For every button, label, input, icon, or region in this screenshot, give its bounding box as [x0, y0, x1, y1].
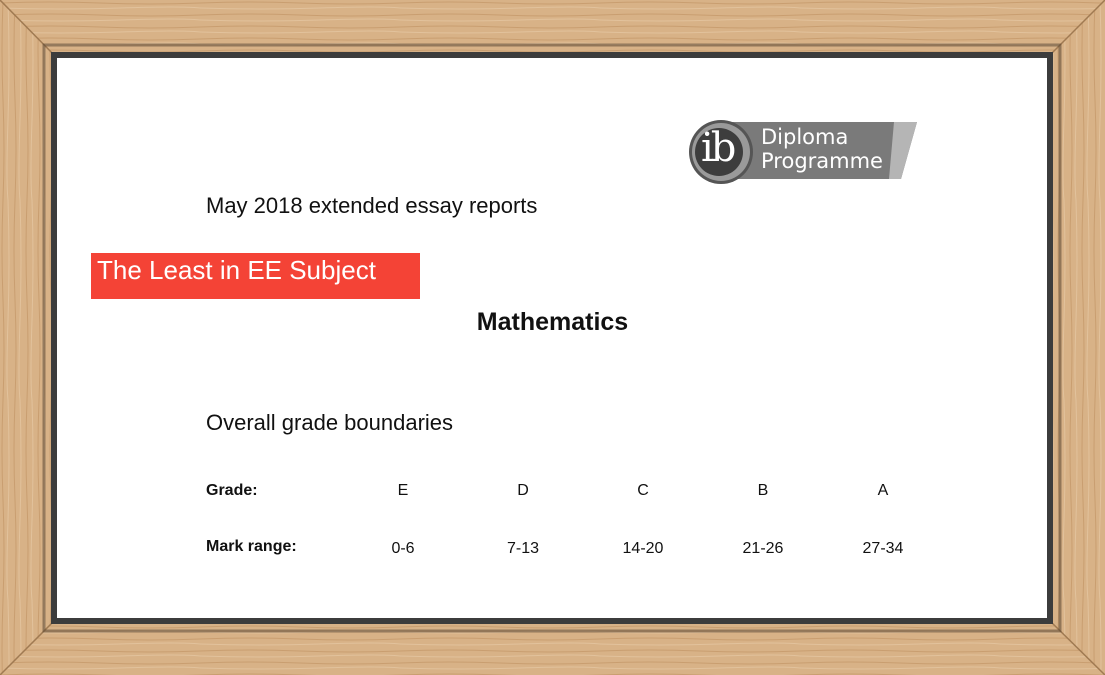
range-cell-e: 0-6 [391, 540, 415, 557]
grade-cell-c: C [637, 482, 649, 499]
range-cell-b: 21-26 [742, 540, 784, 557]
mark-range-row-label: Mark range: [206, 538, 297, 555]
logo-line-diploma: Diploma [761, 125, 849, 149]
report-title: May 2018 extended essay reports [206, 193, 538, 218]
range-cell-c: 14-20 [622, 540, 664, 557]
grade-cell-a: A [877, 482, 889, 499]
grade-cell-e: E [397, 482, 409, 499]
ib-diploma-logo [689, 119, 919, 185]
logo-line-programme: Programme [761, 149, 883, 173]
overlay-banner [91, 253, 420, 299]
banner-text: The Least in EE Subject [97, 255, 376, 285]
grade-cell-b: B [757, 482, 769, 499]
range-cell-d: 7-13 [506, 540, 540, 557]
grade-cell-d: D [517, 482, 529, 499]
subject-heading: Mathematics [476, 308, 629, 336]
logo-mark: ib [701, 125, 734, 171]
grade-row-label: Grade: [206, 482, 258, 499]
section-heading: Overall grade boundaries [206, 410, 454, 435]
range-cell-a: 27-34 [862, 540, 904, 557]
